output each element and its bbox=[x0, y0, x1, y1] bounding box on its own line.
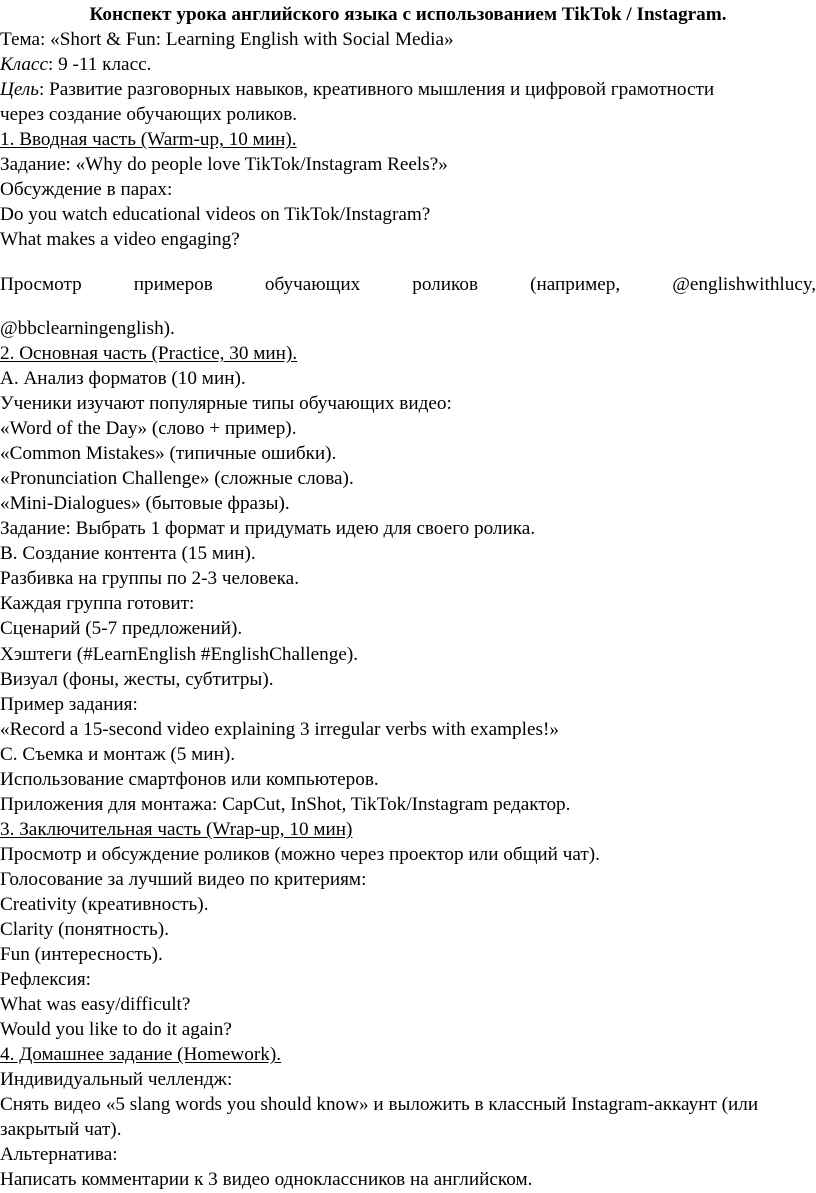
section-4-task: Снять видео «5 slang words you should know» и выложить в классный Instagram-аккаунт (или закрытый чат). bbox=[0, 1094, 759, 1141]
goal-continuation: через создание обучающих роликов. bbox=[0, 104, 298, 126]
section-1-heading-line bbox=[0, 127, 816, 152]
format-item: «Mini-Dialogues» (бытовые фразы). bbox=[0, 493, 290, 515]
section-2-c-heading: С. Съемка и монтаж (5 мин). bbox=[0, 743, 236, 765]
section-2-a-task: Задание: Выбрать 1 формат и придумать идею для своего ролика. bbox=[0, 518, 536, 540]
prep-item: Визуал (фоны, жесты, субтитры). bbox=[0, 668, 274, 690]
section-3-heading: 3. Заключительная часть (Wrap-up, 10 мин) bbox=[0, 818, 353, 840]
section-2-b-each: Каждая группа готовит: bbox=[0, 593, 195, 615]
section-2-a-heading: А. Анализ форматов (10 мин). bbox=[0, 367, 246, 389]
format-item: «Common Mistakes» (типичные ошибки). bbox=[0, 443, 337, 465]
section-1-heading: 1. Вводная часть (Warm-up, 10 мин). bbox=[0, 129, 297, 151]
section-4-heading: 4. Домашнее задание (Homework). bbox=[0, 1044, 282, 1066]
section-4-alternative: Альтернатива: bbox=[0, 1144, 118, 1166]
section-2-b-groups: Разбивка на группы по 2-3 человека. bbox=[0, 568, 299, 590]
grade-value: : 9 -11 класс. bbox=[47, 54, 152, 76]
section-2-a-intro: Ученики изучают популярные типы обучающих видео: bbox=[0, 393, 452, 415]
section-2-b-example-label: Пример задания: bbox=[0, 693, 138, 715]
section-3-heading-line bbox=[0, 817, 816, 842]
section-3-view: Просмотр и обсуждение роликов (можно через проектор или общий чат). bbox=[0, 843, 600, 865]
reflection-question: What was easy/difficult? bbox=[0, 994, 191, 1016]
watch-word: обучающих bbox=[264, 273, 361, 295]
criterion-item: Clarity (понятность). bbox=[0, 919, 169, 941]
section-2-heading: 2. Основная часть (Practice, 30 мин). bbox=[0, 342, 298, 364]
criterion-item: Fun (интересность). bbox=[0, 944, 163, 966]
section-3-vote: Голосование за лучший видео по критериям: bbox=[0, 868, 367, 890]
section-1-watch-continuation: @bbclearningenglish). bbox=[0, 317, 175, 339]
section-2-c-devices: Использование смартфонов или компьютеров. bbox=[0, 768, 379, 790]
grade-line bbox=[0, 52, 816, 77]
lesson-topic: Тема: «Short & Fun: Learning English with Social Media» bbox=[0, 29, 454, 51]
section-2-b-example-text: «Record a 15-second video explaining 3 irregular verbs with examples!» bbox=[0, 718, 559, 740]
watch-word: роликов bbox=[412, 273, 479, 295]
watch-word: (например, bbox=[530, 273, 621, 295]
watch-word: примеров bbox=[133, 273, 213, 295]
document-title: Конспект урока английского языка с использованием TikTok / Instagram. bbox=[89, 4, 727, 25]
criterion-item: Creativity (креативность). bbox=[0, 893, 209, 915]
section-4-heading-line bbox=[0, 1042, 816, 1067]
section-3-reflection: Рефлексия: bbox=[0, 969, 91, 991]
prep-item: Хэштеги (#LearnEnglish #EnglishChallenge). bbox=[0, 643, 359, 665]
watch-word: Просмотр bbox=[0, 273, 82, 295]
grade-label: Класс bbox=[0, 54, 48, 76]
section-1-watch-line bbox=[0, 272, 816, 297]
section-4-individual: Индивидуальный челлендж: bbox=[0, 1069, 233, 1091]
reflection-question: Would you like to do it again? bbox=[0, 1019, 232, 1041]
section-1-task: Задание: «Why do people love TikTok/Instagram Reels?» bbox=[0, 154, 448, 176]
section-1-question-2: What makes a video engaging? bbox=[0, 229, 240, 251]
section-4-alternative-task: Написать комментарии к 3 видео одноклассников на английском. bbox=[0, 1169, 533, 1191]
section-2-heading-line bbox=[0, 341, 816, 366]
section-1-question-1: Do you watch educational videos on TikTok/Instagram? bbox=[0, 204, 431, 226]
goal-line bbox=[0, 77, 816, 102]
section-2-c-apps: Приложения для монтажа: CapCut, InShot, TikTok/Instagram редактор. bbox=[0, 793, 571, 815]
format-item: «Word of the Day» (слово + пример). bbox=[0, 418, 297, 440]
goal-label: Цель bbox=[0, 79, 39, 101]
prep-item: Сценарий (5-7 предложений). bbox=[0, 618, 243, 640]
watch-word: @englishwithlucy, bbox=[672, 273, 816, 295]
section-2-b-heading: В. Создание контента (15 мин). bbox=[0, 543, 256, 565]
section-1-pairs: Обсуждение в парах: bbox=[0, 179, 173, 201]
goal-text: : Развитие разговорных навыков, креативного мышления и цифровой грамотности bbox=[39, 79, 715, 101]
format-item: «Pronunciation Challenge» (сложные слова). bbox=[0, 468, 354, 490]
